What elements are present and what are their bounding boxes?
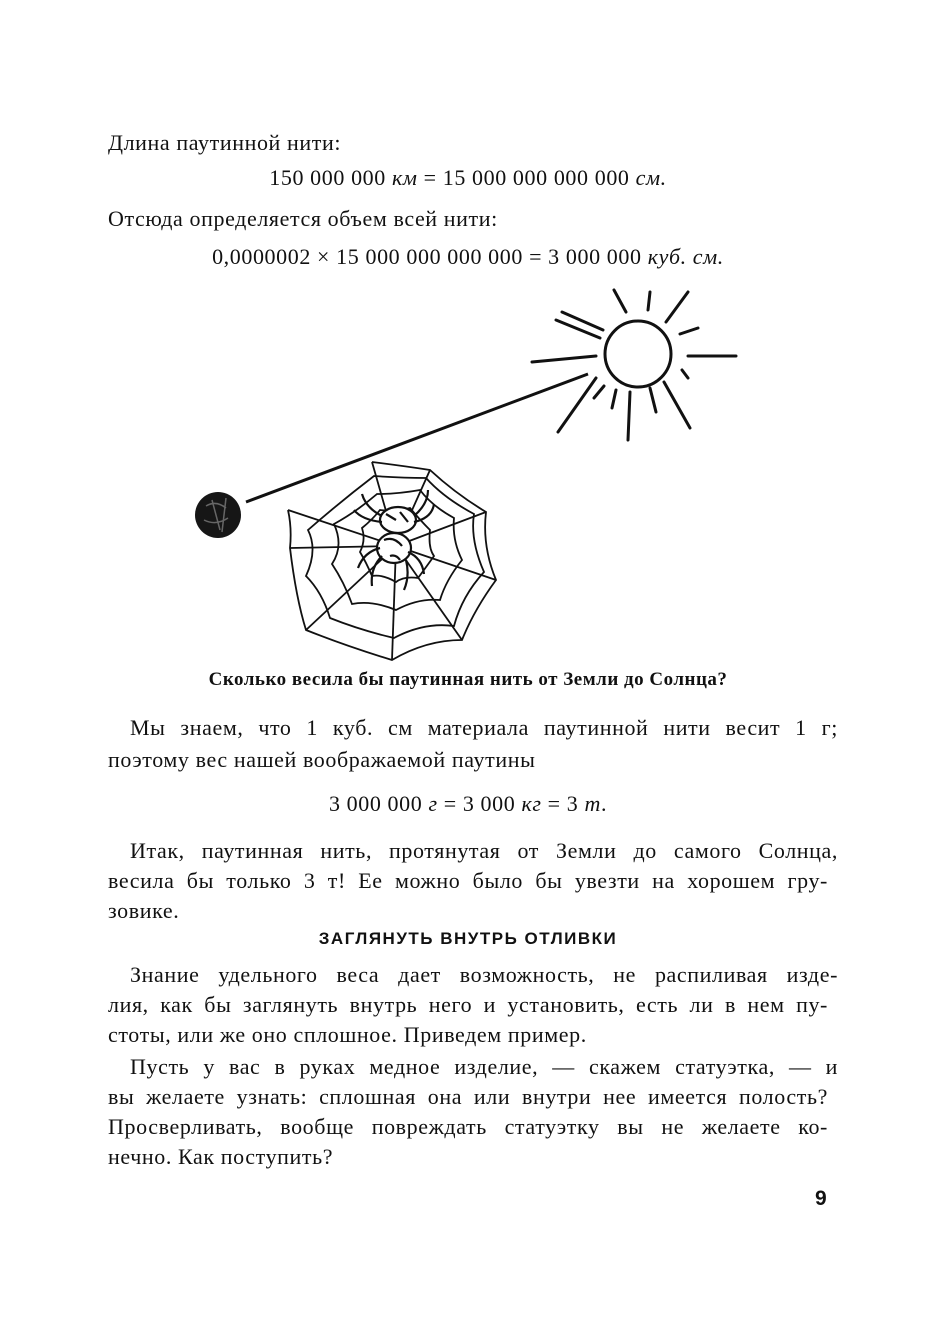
formula-weight: 3 000 000 г = 3 000 кг = 3 т. (328, 791, 608, 816)
volume-label: Отсюда определяется объем всей нити: (108, 206, 498, 231)
para4-line4: нечно. Как поступить? (108, 1144, 334, 1169)
para2-line2: весила бы только 3 т! Ее можно было бы увезти на хорошем гру- (108, 868, 828, 893)
intro-label: Длина паутинной нити: (108, 130, 342, 155)
section-heading: ЗАГЛЯНУТЬ ВНУТРЬ ОТЛИВКИ (318, 929, 618, 948)
thread-line (246, 374, 588, 502)
para1-line2: поэтому вес нашей воображаемой паутины (108, 747, 536, 772)
para4-line1: Пусть у вас в руках медное изделие, — скажем статуэтка, — и (130, 1054, 838, 1079)
para3-line3: стоты, или же оно сплошное. Приведем пример. (108, 1022, 587, 1047)
para3-line1: Знание удельного веса дает возможность, не распиливая изде- (130, 962, 838, 987)
para2-line1: Итак, паутинная нить, протянутая от Земли до самого Солнца, (130, 838, 838, 863)
formula-volume: 0,0000002 × 15 000 000 000 000 = 3 000 000 куб. см. (212, 244, 724, 269)
sun-icon (532, 290, 736, 440)
para2-line3: зовике. (108, 898, 180, 923)
figure-caption: Сколько весила бы паутинная нить от Земли до Солнца? (208, 669, 728, 690)
para3-line2: лия, как бы заглянуть внутрь него и установить, есть ли в нем пу- (108, 992, 828, 1017)
page-number: 9 (815, 1187, 827, 1210)
para4-line3: Просверливать, вообще повреждать статуэтку вы не желаете ко- (108, 1114, 828, 1139)
formula-length: 150 000 000 км = 15 000 000 000 000 см. (269, 165, 667, 190)
para4-line2: вы желаете узнать: сплошная она или внутри нее имеется полость? (108, 1084, 828, 1109)
earth-icon (195, 492, 241, 538)
para1-line1: Мы знаем, что 1 куб. см материала паутинной нити весит 1 г; (130, 715, 838, 740)
